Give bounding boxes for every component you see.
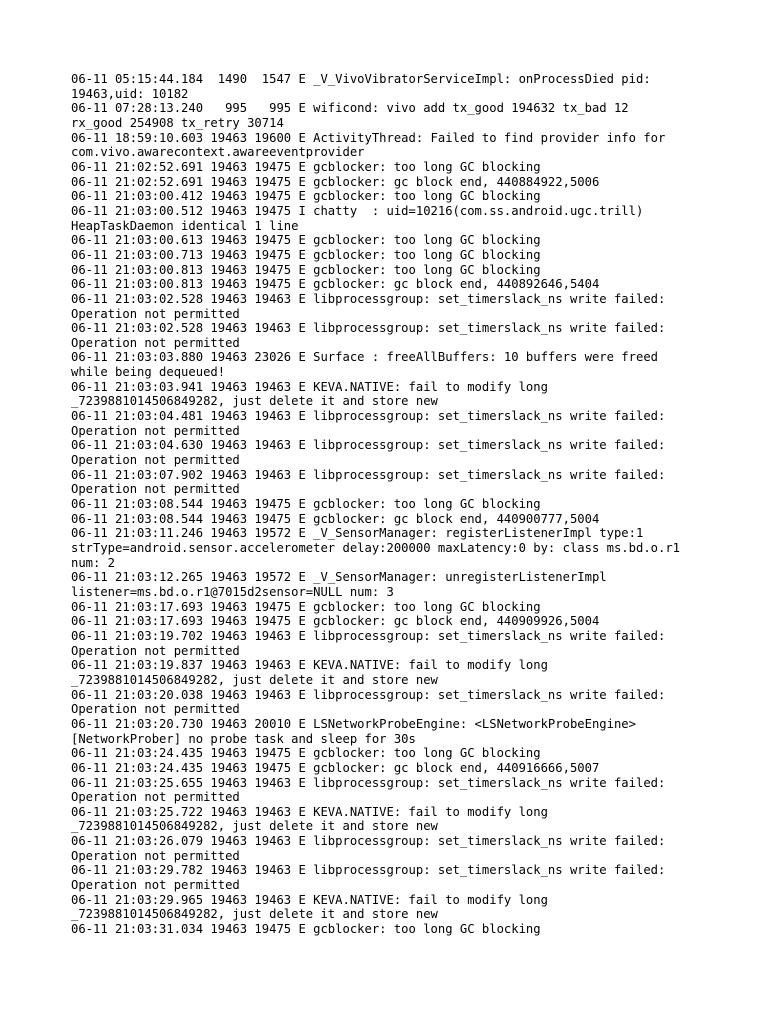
log-line: HeapTaskDaemon identical 1 line xyxy=(71,218,299,233)
log-line: 06-11 21:03:03.880 19463 23026 E Surface : freeAllBuffers: 10 buffers were freed xyxy=(71,350,658,365)
log-line: 06-11 21:03:26.079 19463 19463 E libprocessgroup: set_timerslack_ns write failed: xyxy=(71,834,666,849)
log-line: Operation not permitted xyxy=(71,306,240,321)
log-line: Operation not permitted xyxy=(71,335,240,350)
log-line: 06-11 21:03:24.435 19463 19475 E gcblocker: gc block end, 440916666,5007 xyxy=(71,760,600,775)
log-line: strType=android.sensor.accelerometer delay:200000 maxLatency:0 by: class ms.bd.o.r1 xyxy=(71,541,681,555)
log-line: 06-11 07:28:13.240 995 995 E wificond: vivo add tx_good 194632 tx_bad 12 xyxy=(71,101,629,116)
log-line: 06-11 21:03:29.782 19463 19463 E libprocessgroup: set_timerslack_ns write failed: xyxy=(71,863,666,878)
log-line: 06-11 21:02:52.691 19463 19475 E gcblocker: too long GC blocking xyxy=(71,159,541,174)
log-line: 06-11 21:03:00.713 19463 19475 E gcblocker: too long GC blocking xyxy=(71,247,541,262)
log-line: com.vivo.awarecontext.awareeventprovider xyxy=(71,145,365,160)
log-line: 06-11 21:03:03.941 19463 19463 E KEVA.NATIVE: fail to modify long xyxy=(71,379,548,394)
log-line: 06-11 21:03:00.613 19463 19475 E gcblocker: too long GC blocking xyxy=(71,233,541,248)
log-line: 06-11 21:03:08.544 19463 19475 E gcblocker: gc block end, 440900777,5004 xyxy=(71,511,600,526)
log-line: 06-11 21:03:00.512 19463 19475 I chatty : uid=10216(com.ss.android.ugc.trill) xyxy=(71,203,644,218)
log-line: 06-11 21:03:07.902 19463 19463 E libprocessgroup: set_timerslack_ns write failed: xyxy=(71,467,666,482)
log-line: num: 2 xyxy=(71,555,116,570)
log-line: 19463,uid: 10182 xyxy=(71,86,189,101)
log-line: _7239881014506849282, just delete it and store new xyxy=(71,672,438,687)
log-line: 06-11 21:03:17.693 19463 19475 E gcblocker: gc block end, 440909926,5004 xyxy=(71,614,600,629)
log-line: 06-11 21:02:52.691 19463 19475 E gcblocker: gc block end, 440884922,5006 xyxy=(71,174,600,189)
log-line: 06-11 21:03:00.813 19463 19475 E gcblocker: too long GC blocking xyxy=(71,262,541,277)
log-line: 06-11 21:03:02.528 19463 19463 E libprocessgroup: set_timerslack_ns write failed: xyxy=(71,291,666,306)
log-line: Operation not permitted xyxy=(71,848,240,863)
log-line: Operation not permitted xyxy=(71,643,240,658)
log-line: Operation not permitted xyxy=(71,482,240,497)
log-line: 06-11 21:03:17.693 19463 19475 E gcblocker: too long GC blocking xyxy=(71,599,541,614)
log-line: 06-11 21:03:00.412 19463 19475 E gcblocker: too long GC blocking xyxy=(71,189,541,204)
log-line: while being dequeued! xyxy=(71,365,226,380)
log-line: listener=ms.bd.o.r1@7015d2sensor=NULL num: 3 xyxy=(71,584,394,599)
log-line: Operation not permitted xyxy=(71,878,240,893)
log-document xyxy=(71,72,711,937)
log-line: 06-11 21:03:31.034 19463 19475 E gcblocker: too long GC blocking xyxy=(71,922,541,937)
log-line: 06-11 21:03:02.528 19463 19463 E libprocessgroup: set_timerslack_ns write failed: xyxy=(71,321,666,336)
log-line: 06-11 21:03:00.813 19463 19475 E gcblocker: gc block end, 440892646,5404 xyxy=(71,277,600,292)
log-line: 06-11 21:03:20.038 19463 19463 E libprocessgroup: set_timerslack_ns write failed: xyxy=(71,687,666,702)
log-body xyxy=(71,72,711,937)
log-line: _7239881014506849282, just delete it and store new xyxy=(71,907,438,922)
log-line: Operation not permitted xyxy=(71,453,240,468)
log-line: rx_good 254908 tx_retry 30714 xyxy=(71,115,284,130)
log-line: Operation not permitted xyxy=(71,702,240,717)
log-line: 06-11 21:03:11.246 19463 19572 E _V_SensorManager: registerListenerImpl type:1 xyxy=(71,526,644,541)
log-line: 06-11 21:03:08.544 19463 19475 E gcblocker: too long GC blocking xyxy=(71,497,541,512)
log-line: 06-11 21:03:24.435 19463 19475 E gcblocker: too long GC blocking xyxy=(71,746,541,761)
log-line: 06-11 05:15:44.184 1490 1547 E _V_VivoVibratorServiceImpl: onProcessDied pid: xyxy=(71,72,651,86)
log-line: Operation not permitted xyxy=(71,790,240,805)
log-line: 06-11 21:03:25.655 19463 19463 E libprocessgroup: set_timerslack_ns write failed: xyxy=(71,775,666,790)
log-line: 06-11 21:03:19.837 19463 19463 E KEVA.NATIVE: fail to modify long xyxy=(71,658,548,673)
log-line: 06-11 21:03:25.722 19463 19463 E KEVA.NATIVE: fail to modify long xyxy=(71,804,548,819)
log-line: _7239881014506849282, just delete it and store new xyxy=(71,394,438,409)
log-line: Operation not permitted xyxy=(71,423,240,438)
log-line: _7239881014506849282, just delete it and store new xyxy=(71,819,438,834)
log-line: 06-11 21:03:19.702 19463 19463 E libprocessgroup: set_timerslack_ns write failed: xyxy=(71,628,666,643)
log-line: [NetworkProber] no probe task and sleep for 30s xyxy=(71,731,416,746)
log-line: 06-11 21:03:04.630 19463 19463 E libprocessgroup: set_timerslack_ns write failed: xyxy=(71,438,666,453)
log-line: 06-11 21:03:29.965 19463 19463 E KEVA.NATIVE: fail to modify long xyxy=(71,892,548,907)
log-line: 06-11 21:03:20.730 19463 20010 E LSNetworkProbeEngine: <LSNetworkProbeEngine> xyxy=(71,716,636,731)
log-line: 06-11 21:03:12.265 19463 19572 E _V_SensorManager: unregisterListenerImpl xyxy=(71,570,607,585)
log-line: 06-11 21:03:04.481 19463 19463 E libprocessgroup: set_timerslack_ns write failed: xyxy=(71,409,666,424)
log-line: 06-11 18:59:10.603 19463 19600 E ActivityThread: Failed to find provider info for xyxy=(71,130,666,145)
